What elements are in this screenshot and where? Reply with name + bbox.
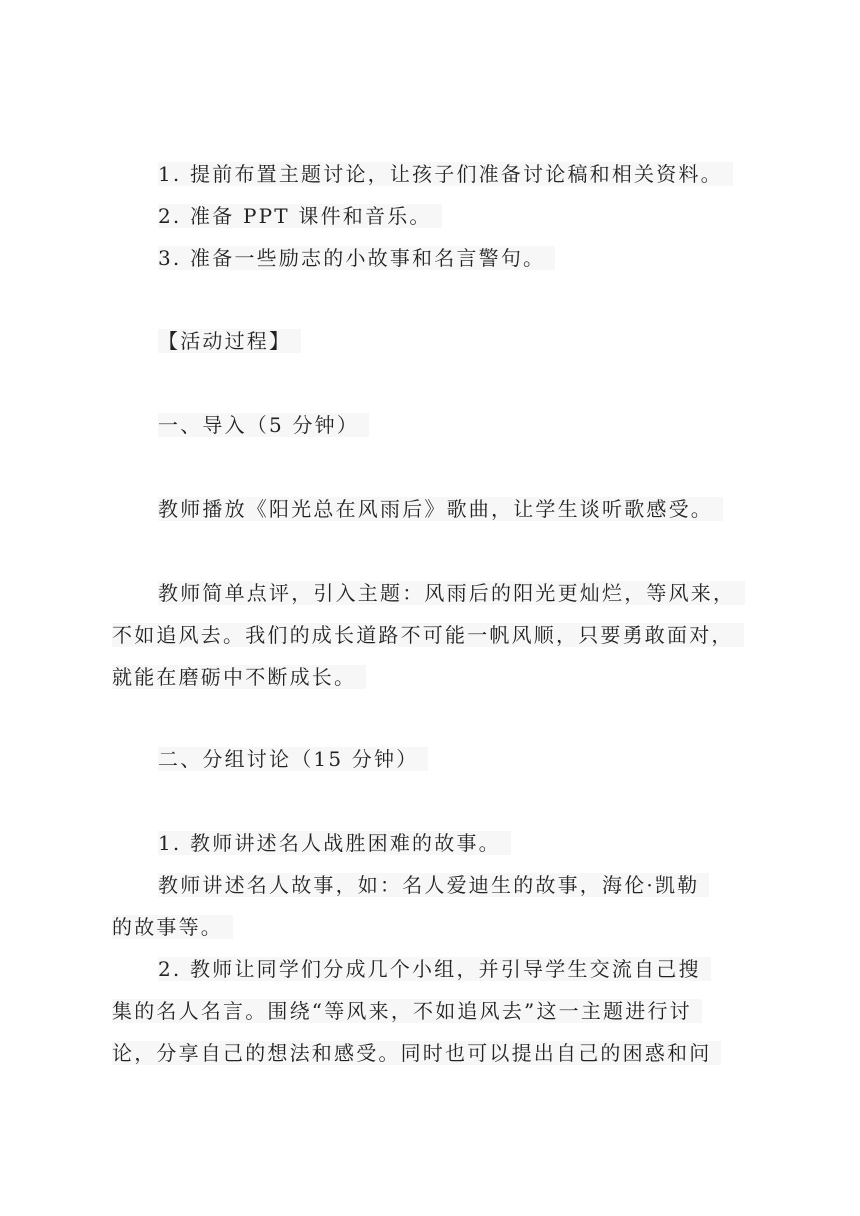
section-1-paragraph-2-line-3: 就能在磨砺中不断成长。 xyxy=(112,660,366,694)
section-2-item-1-body-line-2: 的故事等。 xyxy=(112,910,233,944)
prep-item-1: 1. 提前布置主题讨论，让孩子们准备讨论稿和相关资料。 xyxy=(158,157,733,191)
section-1-paragraph-2-line-2: 不如追风去。我们的成长道路不可能一帆风顺，只要勇敢面对， xyxy=(112,618,744,652)
section-2-item-2-line-2: 集的名人名言。围绕“等风来，不如追风去”这一主题进行讨 xyxy=(112,994,702,1028)
section-heading-activity-process: 【活动过程】 xyxy=(158,324,301,358)
section-2-item-2-line-3: 论，分享自己的想法和感受。同时也可以提出自己的困惑和问 xyxy=(112,1036,721,1070)
section-1-paragraph-2-line-1: 教师简单点评，引入主题：风雨后的阳光更灿烂，等风来， xyxy=(158,576,745,610)
section-2-item-2-line-1: 2. 教师让同学们分成几个小组，并引导学生交流自己搜 xyxy=(158,952,711,986)
section-2-item-1-title: 1. 教师讲述名人战胜困难的故事。 xyxy=(158,826,511,860)
section-2-heading: 二、分组讨论（15 分钟） xyxy=(158,742,428,776)
section-2-item-1-body-line-1: 教师讲述名人故事，如：名人爱迪生的故事，海伦·凯勒 xyxy=(158,868,709,902)
section-1-paragraph-1: 教师播放《阳光总在风雨后》歌曲，让学生谈听歌感受。 xyxy=(158,492,723,526)
prep-item-3: 3. 准备一些励志的小故事和名言警句。 xyxy=(158,241,555,275)
prep-item-2: 2. 准备 PPT 课件和音乐。 xyxy=(158,199,442,233)
section-1-heading: 一、导入（5 分钟） xyxy=(158,408,369,442)
